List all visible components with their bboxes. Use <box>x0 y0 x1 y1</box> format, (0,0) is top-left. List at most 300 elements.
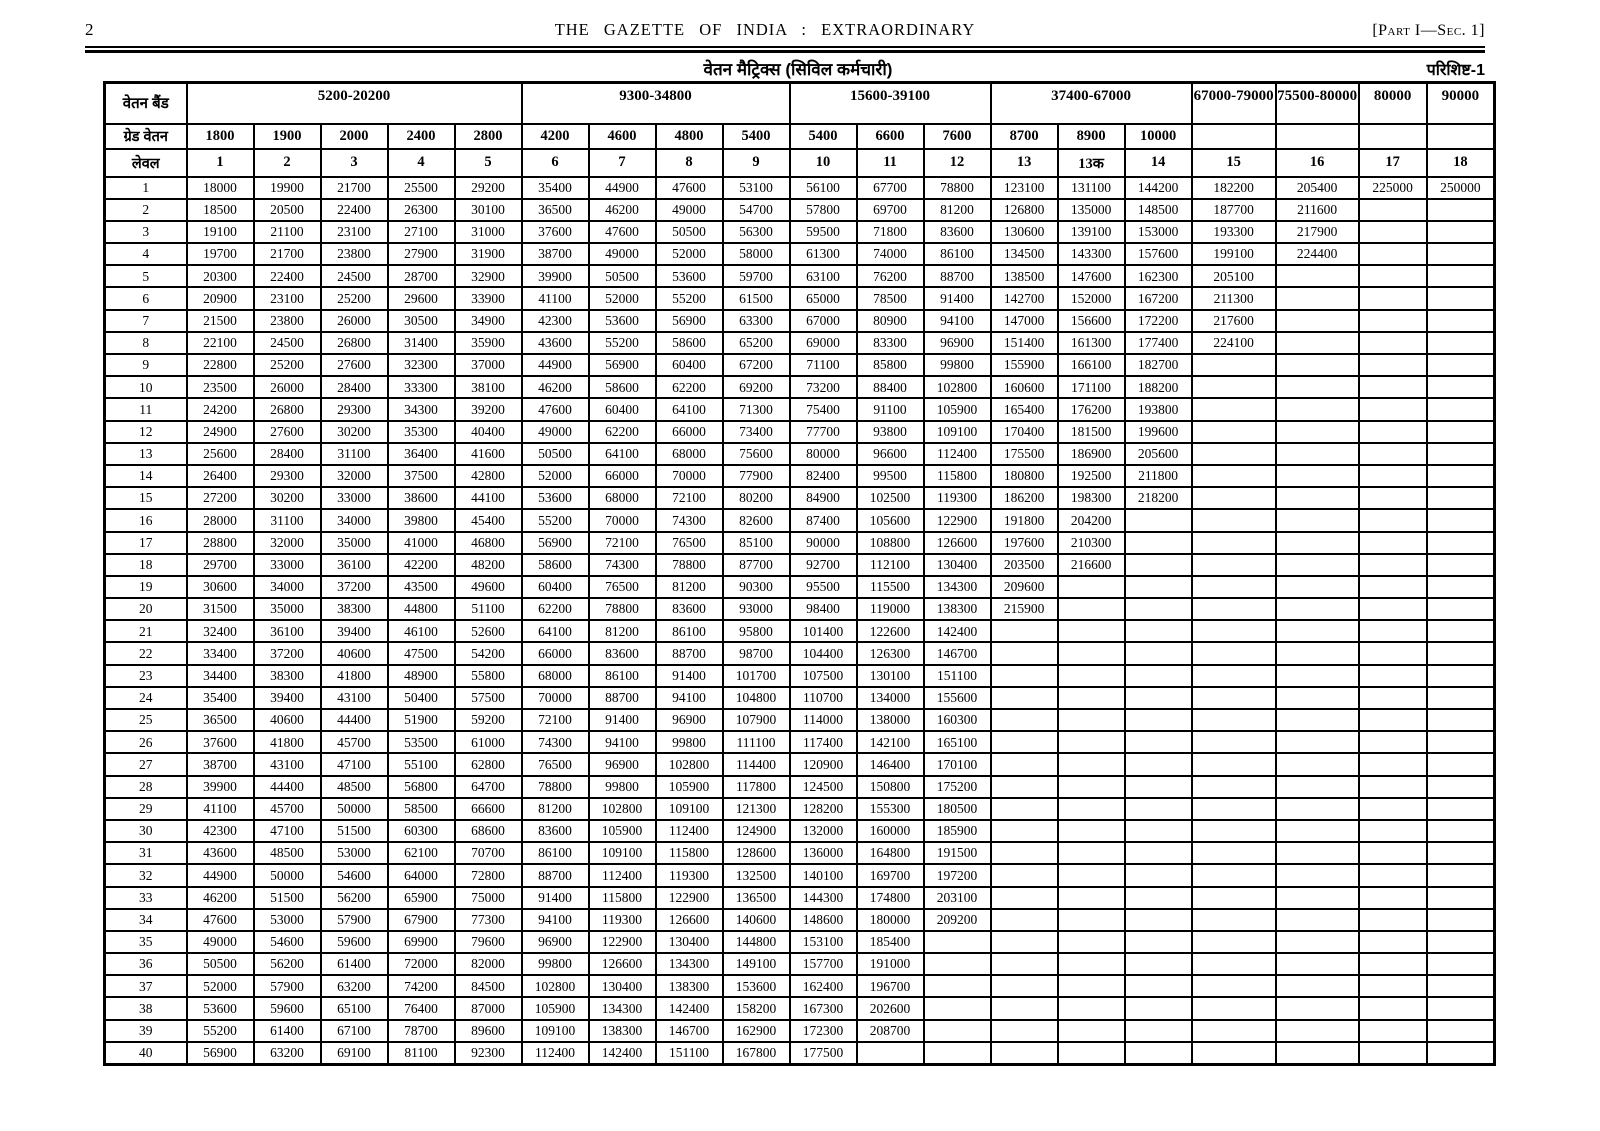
pay-cell: 102800 <box>589 798 656 820</box>
pay-cell: 49000 <box>187 931 254 953</box>
pay-cell <box>1359 487 1427 509</box>
pay-cell: 22400 <box>254 265 321 287</box>
pay-cell <box>1427 820 1495 842</box>
pay-cell <box>1359 620 1427 642</box>
pay-cell: 74300 <box>656 509 723 531</box>
pay-cell: 75600 <box>723 443 790 465</box>
grade-pay-cell: 4600 <box>589 124 656 149</box>
pay-cell: 50500 <box>656 221 723 243</box>
pay-cell <box>1058 997 1125 1019</box>
pay-cell: 87400 <box>790 509 857 531</box>
pay-cell: 122600 <box>857 620 924 642</box>
pay-cell: 26300 <box>388 199 455 221</box>
pay-cell <box>991 731 1058 753</box>
pay-cell: 43600 <box>187 842 254 864</box>
pay-cell: 151100 <box>924 665 991 687</box>
pay-cell: 39800 <box>388 509 455 531</box>
pay-cell <box>991 709 1058 731</box>
pay-cell: 91400 <box>656 665 723 687</box>
pay-cell: 39900 <box>187 776 254 798</box>
pay-cell <box>1276 975 1359 997</box>
pay-cell: 50500 <box>522 443 589 465</box>
pay-cell: 38100 <box>455 376 522 398</box>
subtitle-row <box>103 57 1493 79</box>
level-number-cell: 13 <box>991 149 1058 177</box>
pay-cell: 75400 <box>790 398 857 420</box>
pay-cell <box>1125 665 1192 687</box>
pay-cell: 63200 <box>321 975 388 997</box>
row-index-cell: 28 <box>105 776 187 798</box>
pay-cell: 121300 <box>723 798 790 820</box>
pay-cell: 109100 <box>522 1020 589 1042</box>
pay-cell: 53600 <box>522 487 589 509</box>
pay-cell: 65000 <box>790 287 857 309</box>
pay-cell: 67200 <box>723 354 790 376</box>
pay-cell: 33300 <box>388 376 455 398</box>
pay-cell: 68000 <box>656 443 723 465</box>
pay-cell: 63300 <box>723 310 790 332</box>
row-index-cell: 16 <box>105 509 187 531</box>
level-number-cell: 16 <box>1276 149 1359 177</box>
pay-cell <box>1192 620 1276 642</box>
pay-cell <box>1427 1020 1495 1042</box>
pay-cell: 68000 <box>522 665 589 687</box>
pay-cell: 153600 <box>723 975 790 997</box>
table-row <box>105 287 1495 309</box>
pay-cell: 75000 <box>455 887 522 909</box>
pay-cell: 54200 <box>455 642 522 664</box>
pay-cell: 199600 <box>1125 421 1192 443</box>
pay-band-row <box>105 83 1495 124</box>
pay-cell: 51900 <box>388 709 455 731</box>
grade-pay-cell: 2400 <box>388 124 455 149</box>
table-row <box>105 731 1495 753</box>
pay-cell <box>1359 864 1427 886</box>
pay-cell <box>991 842 1058 864</box>
pay-cell: 146400 <box>857 753 924 775</box>
pay-cell: 57800 <box>790 199 857 221</box>
pay-cell <box>1427 620 1495 642</box>
pay-cell: 107500 <box>790 665 857 687</box>
pay-cell: 28000 <box>187 509 254 531</box>
pay-cell: 91400 <box>589 709 656 731</box>
grade-pay-cell: 8700 <box>991 124 1058 149</box>
pay-cell <box>991 820 1058 842</box>
row-index-cell: 30 <box>105 820 187 842</box>
pay-cell: 196700 <box>857 975 924 997</box>
pay-cell: 39400 <box>254 687 321 709</box>
pay-cell: 130400 <box>924 554 991 576</box>
table-row <box>105 753 1495 775</box>
pay-cell: 37200 <box>321 576 388 598</box>
pay-cell: 191000 <box>857 953 924 975</box>
pay-cell <box>1276 332 1359 354</box>
pay-cell: 58600 <box>589 376 656 398</box>
pay-cell: 74300 <box>589 554 656 576</box>
pay-cell <box>1125 997 1192 1019</box>
pay-cell: 193300 <box>1192 221 1276 243</box>
level-number-cell: 6 <box>522 149 589 177</box>
pay-cell: 123100 <box>991 177 1058 199</box>
pay-cell <box>1058 709 1125 731</box>
pay-cell <box>1276 509 1359 531</box>
pay-cell: 47100 <box>254 820 321 842</box>
pay-cell: 50000 <box>321 798 388 820</box>
pay-cell: 205100 <box>1192 265 1276 287</box>
pay-cell: 142400 <box>924 620 991 642</box>
table-row <box>105 687 1495 709</box>
pay-cell <box>1427 199 1495 221</box>
pay-cell: 160000 <box>857 820 924 842</box>
pay-cell <box>1359 287 1427 309</box>
pay-cell: 94100 <box>589 731 656 753</box>
table-row <box>105 332 1495 354</box>
grade-pay-cell: 10000 <box>1125 124 1192 149</box>
pay-cell: 27100 <box>388 221 455 243</box>
pay-cell: 66000 <box>589 465 656 487</box>
pay-cell <box>1276 443 1359 465</box>
pay-cell <box>1276 909 1359 931</box>
pay-cell: 185400 <box>857 931 924 953</box>
pay-cell: 122900 <box>589 931 656 953</box>
pay-cell: 80000 <box>790 443 857 465</box>
pay-matrix-body <box>105 177 1495 1065</box>
pay-cell: 33000 <box>254 554 321 576</box>
pay-cell: 142400 <box>656 997 723 1019</box>
pay-cell: 115800 <box>589 887 656 909</box>
grade-pay-cell <box>1427 124 1495 149</box>
pay-cell: 209200 <box>924 909 991 931</box>
pay-cell: 30200 <box>321 421 388 443</box>
pay-cell: 65200 <box>723 332 790 354</box>
pay-cell: 208700 <box>857 1020 924 1042</box>
pay-cell: 142700 <box>991 287 1058 309</box>
pay-cell: 69900 <box>388 931 455 953</box>
row-index-cell: 39 <box>105 1020 187 1042</box>
pay-cell: 138500 <box>991 265 1058 287</box>
pay-cell <box>1276 1020 1359 1042</box>
pay-cell: 167800 <box>723 1042 790 1064</box>
pay-cell <box>1276 465 1359 487</box>
pay-cell: 187700 <box>1192 199 1276 221</box>
pay-cell: 108800 <box>857 532 924 554</box>
pay-cell: 59500 <box>790 221 857 243</box>
pay-cell: 73200 <box>790 376 857 398</box>
pay-cell: 124500 <box>790 776 857 798</box>
pay-cell <box>1276 1042 1359 1064</box>
pay-cell <box>991 909 1058 931</box>
pay-cell <box>1125 1042 1192 1064</box>
pay-cell: 36100 <box>321 554 388 576</box>
pay-cell: 58600 <box>522 554 589 576</box>
pay-cell: 115500 <box>857 576 924 598</box>
pay-cell: 65100 <box>321 997 388 1019</box>
pay-cell: 143300 <box>1058 243 1125 265</box>
pay-cell: 60400 <box>589 398 656 420</box>
pay-cell: 37200 <box>254 642 321 664</box>
pay-cell: 81200 <box>589 620 656 642</box>
pay-cell <box>1192 1042 1276 1064</box>
pay-cell <box>1427 376 1495 398</box>
pay-cell: 36500 <box>187 709 254 731</box>
pay-cell <box>1427 975 1495 997</box>
pay-cell: 18000 <box>187 177 254 199</box>
pay-cell <box>1427 554 1495 576</box>
pay-cell: 29300 <box>254 465 321 487</box>
pay-cell <box>924 1042 991 1064</box>
pay-cell: 128200 <box>790 798 857 820</box>
pay-cell: 175200 <box>924 776 991 798</box>
pay-cell: 29600 <box>388 287 455 309</box>
pay-cell: 34000 <box>254 576 321 598</box>
pay-cell: 88700 <box>589 687 656 709</box>
row-index-cell: 13 <box>105 443 187 465</box>
pay-cell <box>1192 443 1276 465</box>
pay-band-cell: 37400-67000 <box>991 83 1192 124</box>
pay-cell: 140600 <box>723 909 790 931</box>
row-index-cell: 10 <box>105 376 187 398</box>
pay-cell <box>1276 776 1359 798</box>
pay-cell: 147600 <box>1058 265 1125 287</box>
pay-cell: 82400 <box>790 465 857 487</box>
row-index-cell: 25 <box>105 709 187 731</box>
pay-cell <box>1192 554 1276 576</box>
pay-matrix-header <box>105 83 1495 177</box>
pay-cell: 166100 <box>1058 354 1125 376</box>
pay-cell: 86100 <box>522 842 589 864</box>
pay-cell <box>1125 1020 1192 1042</box>
pay-cell <box>1427 709 1495 731</box>
pay-cell: 28400 <box>254 443 321 465</box>
pay-cell: 176200 <box>1058 398 1125 420</box>
pay-cell: 66600 <box>455 798 522 820</box>
pay-cell <box>1276 642 1359 664</box>
pay-cell: 33900 <box>455 287 522 309</box>
pay-cell <box>1192 909 1276 931</box>
pay-cell: 87000 <box>455 997 522 1019</box>
pay-cell: 98700 <box>723 642 790 664</box>
pay-cell: 134500 <box>991 243 1058 265</box>
pay-cell: 170400 <box>991 421 1058 443</box>
pay-cell: 210300 <box>1058 532 1125 554</box>
pay-cell: 48200 <box>455 554 522 576</box>
pay-cell: 54700 <box>723 199 790 221</box>
pay-cell: 216600 <box>1058 554 1125 576</box>
pay-cell <box>1192 887 1276 909</box>
pay-cell <box>1276 421 1359 443</box>
pay-cell: 31000 <box>455 221 522 243</box>
pay-cell: 53600 <box>656 265 723 287</box>
pay-cell <box>1192 665 1276 687</box>
pay-cell: 99500 <box>857 465 924 487</box>
table-row <box>105 1020 1495 1042</box>
level-number-cell: 4 <box>388 149 455 177</box>
pay-cell: 138300 <box>589 1020 656 1042</box>
pay-cell: 35900 <box>455 332 522 354</box>
gazette-title: THE GAZETTE OF INDIA : EXTRAORDINARY <box>554 20 976 39</box>
pay-cell <box>1125 953 1192 975</box>
pay-cell: 56200 <box>254 953 321 975</box>
pay-cell <box>1192 953 1276 975</box>
pay-cell <box>1058 909 1125 931</box>
pay-cell: 109100 <box>589 842 656 864</box>
pay-cell: 177500 <box>790 1042 857 1064</box>
pay-cell <box>1125 554 1192 576</box>
pay-cell: 126600 <box>656 909 723 931</box>
pay-cell: 92300 <box>455 1042 522 1064</box>
pay-cell: 69000 <box>790 332 857 354</box>
pay-cell: 37600 <box>522 221 589 243</box>
pay-cell: 88700 <box>522 864 589 886</box>
pay-cell: 25600 <box>187 443 254 465</box>
pay-cell <box>1192 709 1276 731</box>
pay-cell <box>1359 332 1427 354</box>
pay-cell: 165400 <box>991 398 1058 420</box>
pay-cell <box>1427 487 1495 509</box>
pay-cell: 38300 <box>321 598 388 620</box>
pay-cell: 155300 <box>857 798 924 820</box>
pay-cell: 95500 <box>790 576 857 598</box>
pay-cell: 81200 <box>522 798 589 820</box>
pay-cell: 24900 <box>187 421 254 443</box>
pay-cell: 83300 <box>857 332 924 354</box>
pay-cell <box>1276 887 1359 909</box>
pay-cell <box>1192 576 1276 598</box>
pay-cell: 110700 <box>790 687 857 709</box>
pay-cell <box>1276 798 1359 820</box>
pay-cell: 89600 <box>455 1020 522 1042</box>
pay-cell: 63100 <box>790 265 857 287</box>
level-number-cell: 11 <box>857 149 924 177</box>
pay-cell <box>1192 376 1276 398</box>
pay-cell: 112400 <box>924 443 991 465</box>
pay-cell: 61500 <box>723 287 790 309</box>
pay-cell <box>991 864 1058 886</box>
table-row <box>105 243 1495 265</box>
pay-cell <box>1359 265 1427 287</box>
pay-cell: 44400 <box>254 776 321 798</box>
pay-cell <box>857 1042 924 1064</box>
pay-cell: 155600 <box>924 687 991 709</box>
pay-cell <box>924 975 991 997</box>
pay-cell <box>1359 709 1427 731</box>
pay-cell: 56800 <box>388 776 455 798</box>
pay-cell: 191500 <box>924 842 991 864</box>
pay-cell: 250000 <box>1427 177 1495 199</box>
pay-cell <box>1058 665 1125 687</box>
pay-cell: 59600 <box>254 997 321 1019</box>
pay-cell: 68000 <box>589 487 656 509</box>
pay-cell: 146700 <box>924 642 991 664</box>
pay-band-cell: 9300-34800 <box>522 83 790 124</box>
pay-cell <box>1359 642 1427 664</box>
pay-cell: 172200 <box>1125 310 1192 332</box>
pay-cell <box>1359 598 1427 620</box>
pay-cell: 96900 <box>522 931 589 953</box>
pay-cell: 161300 <box>1058 332 1125 354</box>
pay-cell: 64000 <box>388 864 455 886</box>
pay-cell <box>1276 598 1359 620</box>
pay-cell: 39900 <box>522 265 589 287</box>
pay-cell: 18500 <box>187 199 254 221</box>
level-number-cell: 7 <box>589 149 656 177</box>
pay-cell: 29300 <box>321 398 388 420</box>
pay-cell: 32400 <box>187 620 254 642</box>
table-row <box>105 177 1495 199</box>
pay-cell: 22800 <box>187 354 254 376</box>
pay-cell: 91400 <box>522 887 589 909</box>
pay-cell: 61000 <box>455 731 522 753</box>
table-row <box>105 265 1495 287</box>
pay-cell <box>991 1020 1058 1042</box>
pay-cell: 53500 <box>388 731 455 753</box>
pay-cell: 114000 <box>790 709 857 731</box>
pay-cell: 42800 <box>455 465 522 487</box>
pay-cell <box>1192 731 1276 753</box>
pay-cell: 155900 <box>991 354 1058 376</box>
pay-cell <box>1359 376 1427 398</box>
pay-cell: 32000 <box>254 532 321 554</box>
pay-cell <box>991 798 1058 820</box>
pay-cell <box>991 1042 1058 1064</box>
table-row <box>105 532 1495 554</box>
pay-cell: 119000 <box>857 598 924 620</box>
pay-cell: 56900 <box>589 354 656 376</box>
pay-cell: 47100 <box>321 753 388 775</box>
level-label: लेवल <box>105 149 187 177</box>
table-row <box>105 642 1495 664</box>
pay-cell: 153000 <box>1125 221 1192 243</box>
pay-cell: 64100 <box>522 620 589 642</box>
pay-cell: 136000 <box>790 842 857 864</box>
pay-cell: 188200 <box>1125 376 1192 398</box>
pay-cell: 60300 <box>388 820 455 842</box>
table-row <box>105 665 1495 687</box>
row-index-cell: 37 <box>105 975 187 997</box>
pay-cell: 34300 <box>388 398 455 420</box>
pay-cell: 49000 <box>522 421 589 443</box>
pay-cell: 153100 <box>790 931 857 953</box>
pay-cell <box>1125 842 1192 864</box>
pay-cell: 31900 <box>455 243 522 265</box>
pay-matrix-table <box>103 81 1496 1066</box>
table-row <box>105 864 1495 886</box>
pay-cell: 20300 <box>187 265 254 287</box>
pay-cell: 77300 <box>455 909 522 931</box>
pay-cell: 73400 <box>723 421 790 443</box>
pay-cell: 71800 <box>857 221 924 243</box>
row-index-cell: 5 <box>105 265 187 287</box>
table-row <box>105 199 1495 221</box>
pay-cell <box>1359 532 1427 554</box>
pay-cell: 99800 <box>656 731 723 753</box>
pay-cell: 52600 <box>455 620 522 642</box>
pay-cell: 69700 <box>857 199 924 221</box>
page-number: 2 <box>85 20 94 39</box>
pay-cell: 90000 <box>790 532 857 554</box>
pay-cell: 41800 <box>321 665 388 687</box>
pay-cell: 62200 <box>522 598 589 620</box>
pay-cell: 36100 <box>254 620 321 642</box>
pay-cell: 76500 <box>656 532 723 554</box>
pay-cell: 130100 <box>857 665 924 687</box>
pay-cell <box>1359 776 1427 798</box>
pay-cell: 150800 <box>857 776 924 798</box>
pay-cell: 167200 <box>1125 287 1192 309</box>
pay-cell: 86100 <box>589 665 656 687</box>
pay-cell <box>1276 753 1359 775</box>
pay-cell: 79600 <box>455 931 522 953</box>
